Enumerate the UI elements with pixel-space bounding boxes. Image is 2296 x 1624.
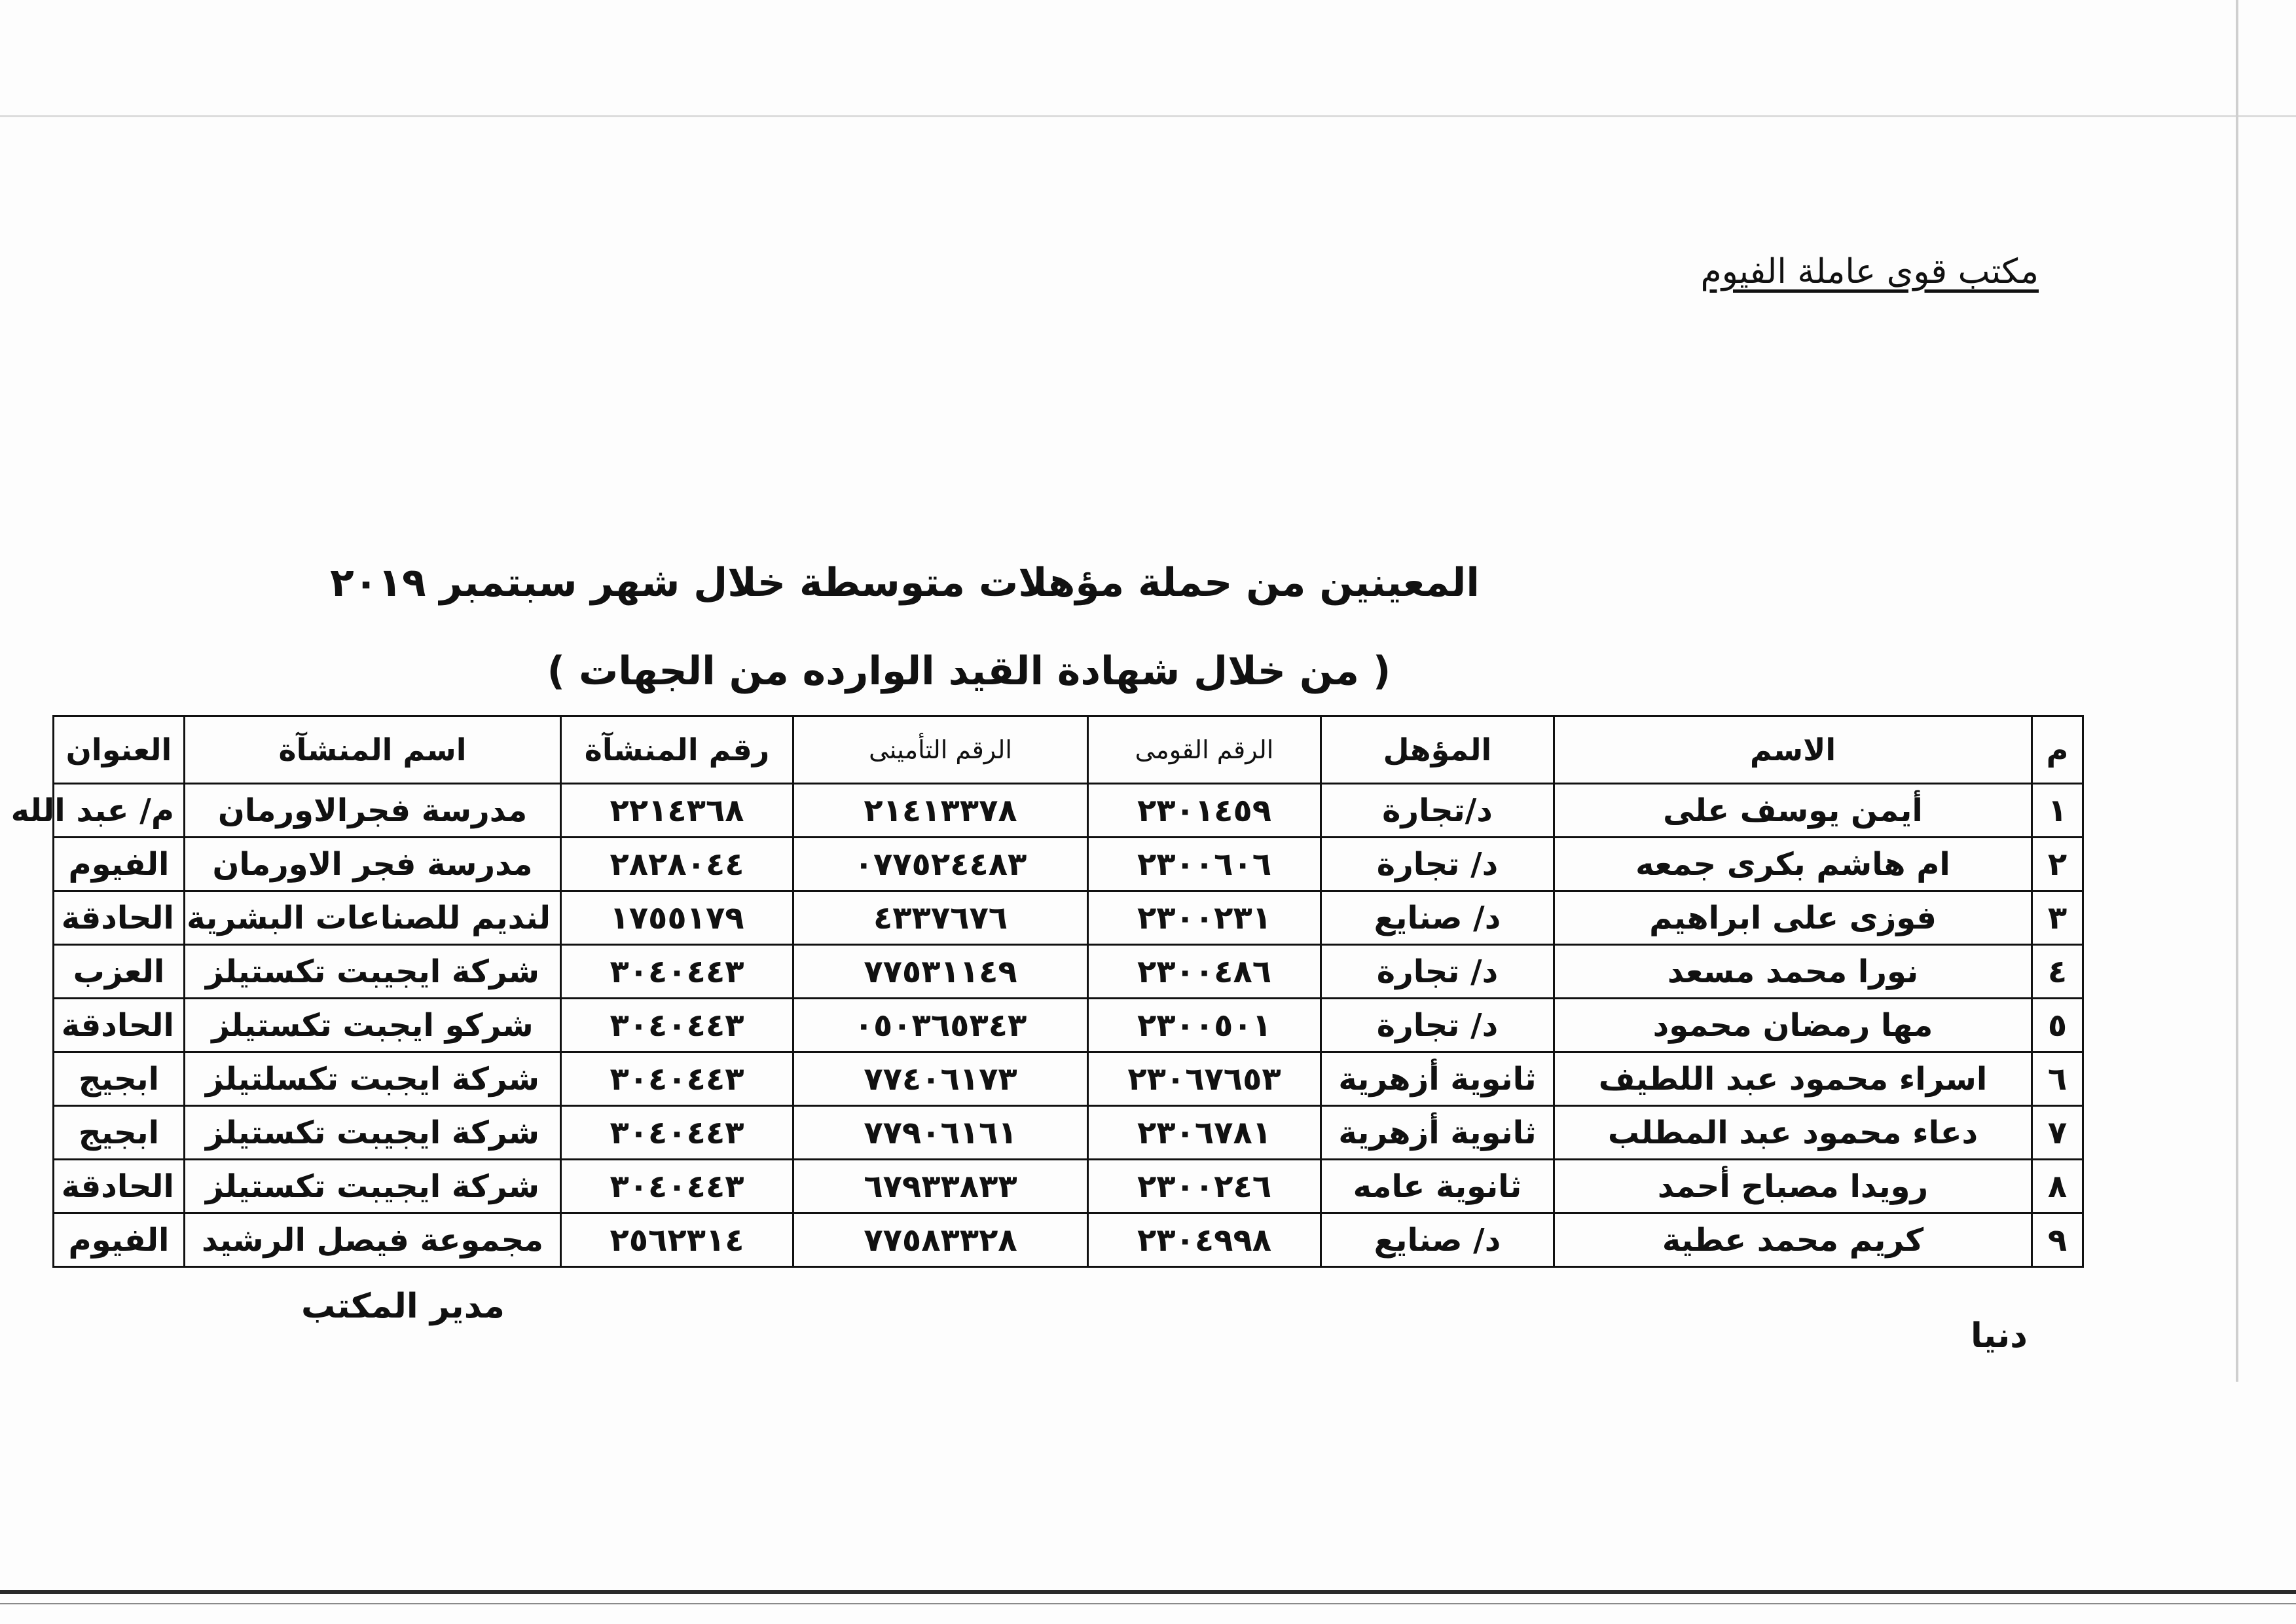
cell-qualification: د/ صنايع — [1321, 891, 1554, 945]
scan-edge-top — [0, 115, 2296, 117]
cell-num: ٩ — [2032, 1213, 2083, 1267]
cell-qualification: ثانوية أزهرية — [1321, 1106, 1554, 1160]
table-row — [54, 1052, 2083, 1106]
cell-national-id: ٢٣٠٤٩٩٨ — [1088, 1213, 1321, 1267]
table-row — [54, 838, 2083, 891]
cell-qualification: د/تجارة — [1321, 784, 1554, 838]
cell-facility-name: لنديم للصناعات البشرية — [185, 891, 561, 945]
cell-qualification: ثانوية أزهرية — [1321, 1052, 1554, 1106]
cell-name: رويدا مصباح أحمد — [1554, 1160, 2032, 1213]
cell-facility-name: شركة ايجيبت تكستيلز — [185, 945, 561, 999]
column-header-facility-name: اسم المنشآة — [185, 716, 561, 784]
cell-insurance-no: ٧٧٤٠٦١٧٣ — [793, 1052, 1088, 1106]
cell-name: اسراء محمود عبد اللطيف — [1554, 1052, 2032, 1106]
cell-address: ابجيج — [54, 1106, 185, 1160]
column-header-qualification: المؤهل — [1321, 716, 1554, 784]
cell-facility-name: مجموعة فيصل الرشيد — [185, 1213, 561, 1267]
cell-facility-name: شركة ايجيبت تكستيلز — [185, 1160, 561, 1213]
cell-num: ٣ — [2032, 891, 2083, 945]
cell-national-id: ٢٣٠٠٤٨٦ — [1088, 945, 1321, 999]
table-row — [54, 1106, 2083, 1160]
cell-facility-no: ٢٨٢٨٠٤٤ — [561, 838, 793, 891]
cell-insurance-no: ٦٧٩٣٣٨٣٣ — [793, 1160, 1088, 1213]
cell-national-id: ٢٣٠٦٧٦٥٣ — [1088, 1052, 1321, 1106]
column-header-name: الاسم — [1554, 716, 2032, 784]
table-row — [54, 999, 2083, 1052]
cell-name: ام هاشم بكرى جمعه — [1554, 838, 2032, 891]
cell-national-id: ٢٣٠٦٧٨١ — [1088, 1106, 1321, 1160]
cell-name: مها رمضان محمود — [1554, 999, 2032, 1052]
cell-facility-name: مدرسة فجر الاورمان — [185, 838, 561, 891]
cell-facility-no: ٣٠٤٠٤٤٣ — [561, 1052, 793, 1106]
cell-name: دعاء محمود عبد المطلب — [1554, 1106, 2032, 1160]
cell-address: م/ عبد الله — [54, 784, 185, 838]
cell-num: ٦ — [2032, 1052, 2083, 1106]
cell-facility-no: ١٧٥٥١٧٩ — [561, 891, 793, 945]
employees-table — [10, 715, 2084, 1268]
column-header-num: م — [2032, 716, 2083, 784]
cell-insurance-no: ٧٧٥٨٣٣٢٨ — [793, 1213, 1088, 1267]
cell-num: ٧ — [2032, 1106, 2083, 1160]
table-row — [54, 1213, 2083, 1267]
cell-insurance-no: ٢١٤١٣٣٧٨ — [793, 784, 1088, 838]
cell-address: العزب — [54, 945, 185, 999]
cell-num: ٢ — [2032, 838, 2083, 891]
cell-insurance-no: ٠٧٧٥٢٤٤٨٣ — [793, 838, 1088, 891]
cell-facility-no: ٢٢١٤٣٦٨ — [561, 784, 793, 838]
cell-national-id: ٢٣٠٠٥٠١ — [1088, 999, 1321, 1052]
cell-national-id: ٢٣٠١٤٥٩ — [1088, 784, 1321, 838]
table-row — [54, 891, 2083, 945]
cell-facility-name: مدرسة فجرالاورمان — [185, 784, 561, 838]
cell-national-id: ٢٣٠٠٢٤٦ — [1088, 1160, 1321, 1213]
cell-facility-name: شركو ايجبت تكستيلز — [185, 999, 561, 1052]
cell-num: ٥ — [2032, 999, 2083, 1052]
document-subtitle: ( من خلال شهادة القيد الوارده من الجهات ) — [547, 648, 1391, 694]
cell-name: أيمن يوسف على — [1554, 784, 2032, 838]
cell-name: نورا محمد مسعد — [1554, 945, 2032, 999]
cell-num: ١ — [2032, 784, 2083, 838]
cell-address: الحادقة — [54, 999, 185, 1052]
cell-qualification: د/ تجارة — [1321, 999, 1554, 1052]
cell-facility-no: ٣٠٤٠٤٤٣ — [561, 1106, 793, 1160]
cell-qualification: د/ صنايع — [1321, 1213, 1554, 1267]
cell-insurance-no: ٤٣٣٧٦٧٦ — [793, 891, 1088, 945]
cell-insurance-no: ٧٧٩٠٦١٦١ — [793, 1106, 1088, 1160]
table-header-row — [54, 716, 2083, 784]
cell-address: ابجيج — [54, 1052, 185, 1106]
cell-facility-no: ٣٠٤٠٤٤٣ — [561, 1160, 793, 1213]
cell-facility-no: ٣٠٤٠٤٤٣ — [561, 999, 793, 1052]
cell-national-id: ٢٣٠٠٦٠٦ — [1088, 838, 1321, 891]
cell-num: ٨ — [2032, 1160, 2083, 1213]
cell-name: فوزى على ابراهيم — [1554, 891, 2032, 945]
scan-edge-right — [2236, 0, 2238, 1382]
table-row — [54, 1160, 2083, 1213]
cell-national-id: ٢٣٠٠٢٣١ — [1088, 891, 1321, 945]
cell-qualification: ثانوية عامه — [1321, 1160, 1554, 1213]
cell-facility-name: شركة ايجيبت تكستيلز — [185, 1106, 561, 1160]
column-header-insurance-no: الرقم التأمينى — [793, 716, 1088, 784]
table-row — [54, 945, 2083, 999]
cell-qualification: د/ تجارة — [1321, 945, 1554, 999]
cell-insurance-no: ٠٥٠٣٦٥٣٤٣ — [793, 999, 1088, 1052]
cell-facility-name: شركة ايجبت تكسلتيلز — [185, 1052, 561, 1106]
scan-edge-bottom-secondary — [0, 1603, 2296, 1604]
cell-name: كريم محمد عطية — [1554, 1213, 2032, 1267]
cell-address: الفيوم — [54, 838, 185, 891]
column-header-facility-no: رقم المنشآة — [561, 716, 793, 784]
cell-facility-no: ٢٥٦٢٣١٤ — [561, 1213, 793, 1267]
cell-facility-no: ٣٠٤٠٤٤٣ — [561, 945, 793, 999]
cell-address: الفيوم — [54, 1213, 185, 1267]
table-row — [54, 784, 2083, 838]
cell-address: الحادقة — [54, 1160, 185, 1213]
office-manager-signature: مدير المكتب — [301, 1287, 505, 1326]
column-header-national-id: الرقم القومى — [1088, 716, 1321, 784]
office-heading: مكتب قوى عاملة الفيوم — [1700, 252, 2039, 291]
scan-edge-bottom — [0, 1590, 2296, 1594]
cell-address: الحادقة — [54, 891, 185, 945]
cell-qualification: د/ تجارة — [1321, 838, 1554, 891]
preparer-signature: دنيا — [1971, 1316, 2028, 1356]
cell-insurance-no: ٧٧٥٣١١٤٩ — [793, 945, 1088, 999]
cell-num: ٤ — [2032, 945, 2083, 999]
column-header-address: العنوان — [54, 716, 185, 784]
document-title: المعينين من حملة مؤهلات متوسطة خلال شهر سبتمبر ٢٠١٩ — [330, 560, 1480, 606]
